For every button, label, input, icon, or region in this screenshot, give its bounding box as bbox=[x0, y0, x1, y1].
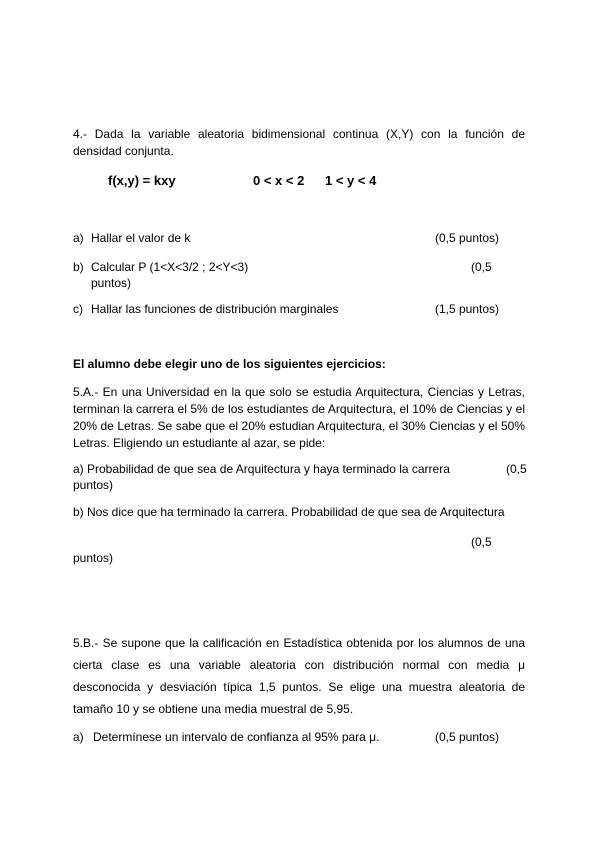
q5a-item-a: a) Probabilidad de que sea de Arquitectura y haya terminado la carrera bbox=[73, 462, 450, 476]
q4-item-a-text: Hallar el valor de k bbox=[91, 231, 191, 245]
choice-heading: El alumno debe elegir uno de los siguientes ejercicios: bbox=[73, 357, 386, 371]
q4-item-c-points: (1,5 puntos) bbox=[435, 302, 500, 316]
q5a-item-b-points: (0,5 bbox=[471, 535, 492, 549]
q4-item-b-points: (0,5 bbox=[471, 260, 492, 274]
q4-item-b-label: b) bbox=[73, 260, 84, 274]
q5a-item-a-points: (0,5 bbox=[506, 462, 527, 476]
q4-intro: 4.- Dada la variable aleatoria bidimensional continua (X,Y) con la función de densidad conjunta. bbox=[73, 127, 525, 158]
equation-density: f(x,y) = kxy bbox=[108, 173, 176, 188]
q5a-item-b: b) Nos dice que ha terminado la carrera. Probabilidad de que sea de Arquitectura bbox=[73, 505, 505, 519]
equation-x-range: 0 < x < 2 bbox=[253, 173, 305, 188]
q5a-intro: 5.A.- En una Universidad en la que solo se estudia Arquitectura, Ciencias y Letras, terminan la carrera el 5% de los estudiantes de Arquitectura, el 10% de Ciencias y el 20% de Letras. Se sabe que el 20% estudian Arquitectura, el 30% Ciencias y el 50% Letras. Eligiendo un estudiante al azar, se pide: bbox=[73, 385, 525, 450]
q5a-item-a-points-cont: puntos) bbox=[73, 478, 114, 492]
q5b-item-a-label: a) bbox=[73, 730, 84, 744]
q4-item-a-points: (0,5 puntos) bbox=[435, 231, 500, 245]
q5b-item-a-text: Determínese un intervalo de confianza al 95% para μ. bbox=[93, 730, 380, 744]
q5b-intro: 5.B.- Se supone que la calificación en Estadística obtenida por los alumnos de una cierta clase es una variable aleatoria con distribución normal con media μ desconocida y desviación típica 1,5 puntos. Se elige una muestra aleatoria de tamaño 10 y se obtiene una media muestral de 5,95. bbox=[73, 636, 525, 716]
q5b-item-a-points: (0,5 puntos) bbox=[435, 730, 500, 744]
q5a-item-b-points-cont: puntos) bbox=[73, 551, 114, 565]
q4-item-c-label: c) bbox=[73, 302, 83, 316]
q4-item-c-text: Hallar las funciones de distribución marginales bbox=[91, 302, 339, 316]
equation-y-range: 1 < y < 4 bbox=[325, 173, 377, 188]
q4-item-a-label: a) bbox=[73, 231, 84, 245]
q4-item-b-points-cont: puntos) bbox=[91, 276, 132, 290]
q4-item-b-text: Calcular P (1<X<3/2 ; 2<Y<3) bbox=[91, 260, 249, 274]
